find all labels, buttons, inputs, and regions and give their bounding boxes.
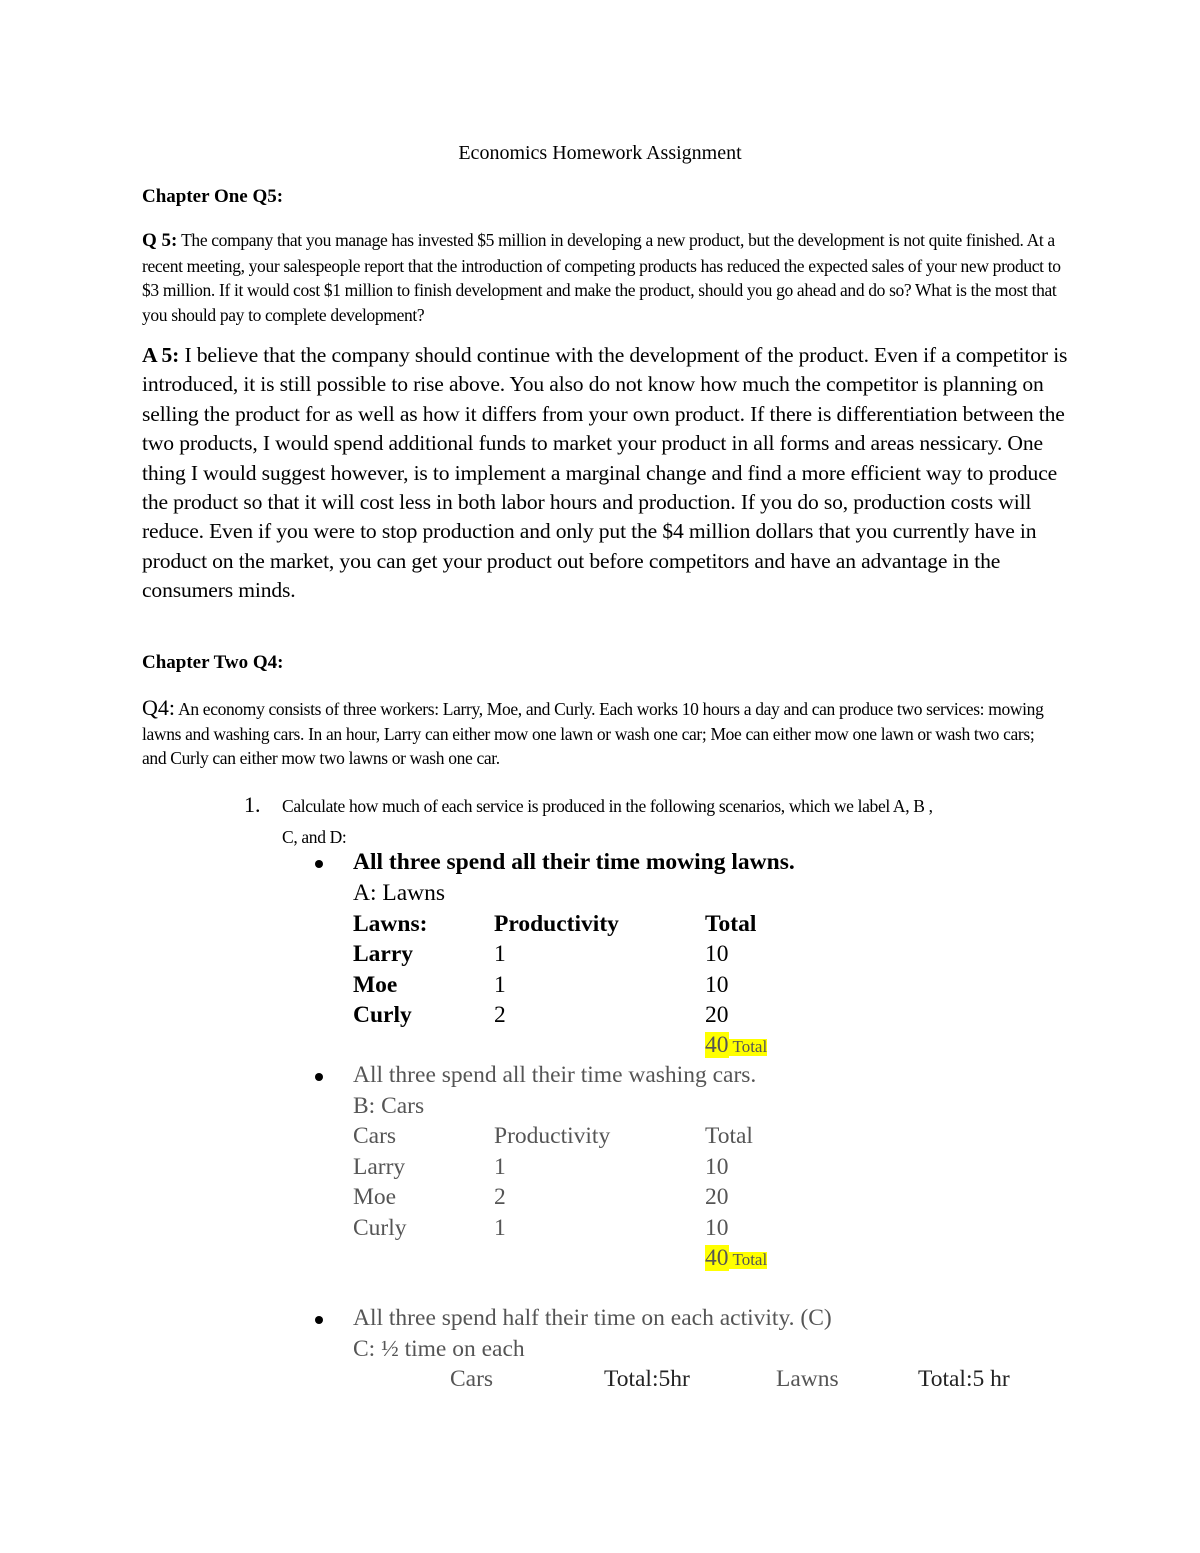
scenario-a-label: A: Lawns — [353, 880, 446, 906]
scenario-a-row-total: 10 — [705, 941, 729, 967]
scenario-b-row-total: 20 — [705, 1184, 729, 1210]
question-text: An economy consists of three workers: Larry, Moe, and Curly. Each works 10 hours a day and can produce two services: mowing lawns and washing cars. In an hour, Larry can either mow one lawn or wash one car; Moe can either mow one lawn or wash two cars; and Curly can either mow two lawns or wash one car. — [142, 699, 1044, 768]
document-title: Economics Homework Assignment — [458, 142, 742, 164]
scenario-b-row-name: Larry — [353, 1154, 406, 1180]
bullet-icon — [315, 1316, 323, 1324]
scenario-a-row-name: Larry — [353, 941, 414, 967]
scenario-b-bullet-text: All three spend all their time washing cars. — [353, 1062, 757, 1088]
scenario-a-header-productivity: Productivity — [494, 911, 619, 937]
scenario-b-row-total: 10 — [705, 1215, 729, 1241]
scenario-c-header-lawns-total: Total:5 hr — [918, 1366, 1010, 1392]
scenario-b-row-productivity: 1 — [494, 1154, 506, 1180]
scenario-c-bullet-text: All three spend half their time on each activity. (C) — [353, 1305, 832, 1331]
scenario-c-header-lawns: Lawns — [776, 1366, 839, 1392]
chapter-two-heading: Chapter Two Q4: — [142, 652, 284, 673]
scenario-c-header-cars: Cars — [450, 1366, 494, 1392]
scenario-a-row-name: Moe — [353, 972, 398, 998]
question-text: The company that you manage has invested $5 million in developing a new product, but the development is not quite finished. At a recent meeting, your salespeople report that the introduction of competing products has reduced the expected sales of your new product to $3 million. If it would cost $1 million to finish development and make the product, should you go ahead and do so? What is the most that you should pay to complete development? — [142, 230, 1061, 325]
chapter-two-question — [142, 696, 1062, 771]
chapter-one-answer — [142, 341, 1072, 606]
sum-label: Total — [732, 1250, 768, 1269]
scenario-a-row-productivity: 1 — [494, 972, 506, 998]
scenario-a-header-name: Lawns: — [353, 911, 428, 937]
scenario-b-row-productivity: 1 — [494, 1215, 506, 1241]
scenario-b-sum — [705, 1245, 767, 1272]
scenario-a-bullet-text: All three spend all their time mowing lawns. — [353, 849, 795, 875]
scenario-b-label: B: Cars — [353, 1093, 425, 1119]
numbered-item-1 — [244, 789, 1064, 853]
answer-text: I believe that the company should continue with the development of the product. Even if a competitor is introduced, it is still possible to rise above. You also do not know how much the competitor is planning on selling the product for as well as how it differs from your own product. If there is differentiation between the two products, I would spend additional funds to market your product in all forms and areas nessicary. One thing I would suggest however, is to implement a marginal change and find a more efficient way to produce the product so that it will cost less in both labor hours and production. If you do so, production costs will reduce. Even if you were to stop production and only put the $4 million dollars that you currently have in product on the market, you can get your product out before competitors and have an advantage in the consumers minds. — [142, 343, 1068, 603]
chapter-one-question — [142, 228, 1062, 327]
scenario-c-label: C: ½ time on each — [353, 1336, 525, 1362]
scenario-a-sum — [705, 1032, 767, 1059]
scenario-b-row-productivity: 2 — [494, 1184, 506, 1210]
bullet-icon — [315, 860, 323, 868]
question-label: Q4: — [142, 695, 175, 720]
scenario-b-header-productivity: Productivity — [494, 1123, 611, 1149]
chapter-one-heading: Chapter One Q5: — [142, 186, 284, 207]
scenario-a-row-productivity: 1 — [494, 941, 506, 967]
sum-value: 40 — [705, 1245, 729, 1271]
scenario-a-row-name: Curly — [353, 1002, 412, 1028]
question-label: Q 5: — [142, 230, 178, 251]
bullet-icon — [315, 1073, 323, 1081]
scenario-c-header-cars-total: Total:5hr — [604, 1366, 690, 1392]
scenario-b-header-total: Total — [705, 1123, 753, 1149]
scenario-a-row-total: 10 — [705, 972, 729, 998]
scenario-a-header-total: Total — [705, 911, 757, 937]
scenario-a-row-total: 20 — [705, 1002, 729, 1028]
sum-label: Total — [732, 1037, 768, 1056]
item-number: 1. — [244, 792, 261, 817]
scenario-b-row-name: Moe — [353, 1184, 397, 1210]
scenario-b-header-name: Cars — [353, 1123, 397, 1149]
sum-value: 40 — [705, 1032, 729, 1058]
scenario-b-row-name: Curly — [353, 1215, 407, 1241]
answer-label: A 5: — [142, 343, 180, 367]
scenario-a-row-productivity: 2 — [494, 1002, 506, 1028]
item-line-1: Calculate how much of each service is produced in the following scenarios, which we label A, B , — [282, 796, 933, 816]
item-line-2: C, and D: — [282, 827, 347, 847]
scenario-b-row-total: 10 — [705, 1154, 729, 1180]
